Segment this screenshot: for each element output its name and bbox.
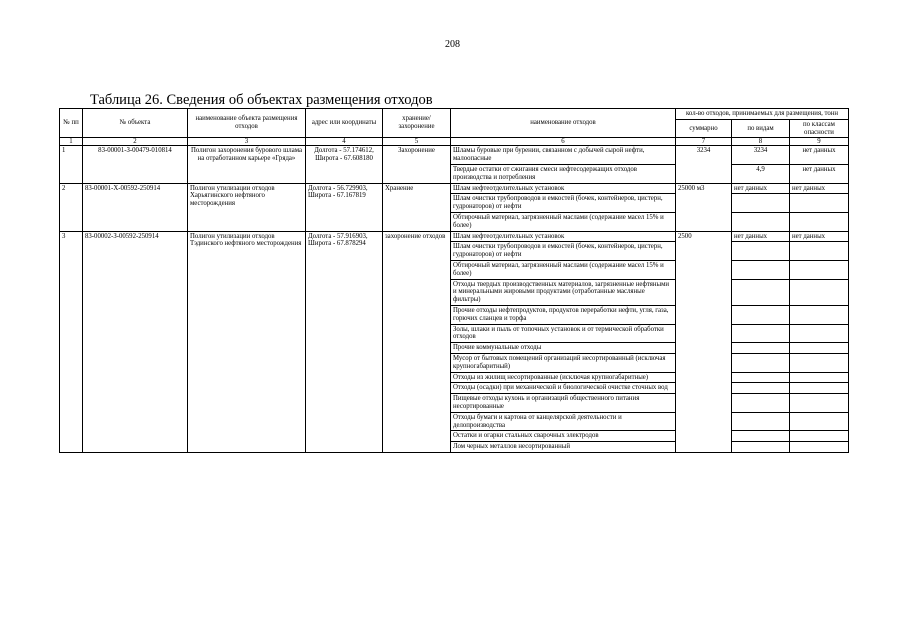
cell-by-class bbox=[790, 324, 849, 343]
cell-by-type: 3234 bbox=[732, 146, 790, 165]
cell-by-type bbox=[732, 194, 790, 213]
waste-table-container bbox=[59, 108, 848, 453]
col-number: 1 bbox=[60, 138, 83, 146]
cell-by-class: нет данных bbox=[790, 231, 849, 242]
cell-waste-name: Отходы (осадки) при механической и биологической очистке сточных вод bbox=[451, 383, 676, 394]
col-number: 4 bbox=[306, 138, 383, 146]
cell-by-type bbox=[732, 260, 790, 279]
cell-by-type bbox=[732, 324, 790, 343]
cell-by-class bbox=[790, 279, 849, 305]
cell-object-number: 83-00001-З-00479-010814 bbox=[83, 146, 188, 183]
cell-by-type bbox=[732, 343, 790, 354]
cell-waste-name: Отходы из жилищ несортированные (исключая крупногабаритные) bbox=[451, 372, 676, 383]
cell-by-class bbox=[790, 431, 849, 442]
cell-by-type: нет данных bbox=[732, 231, 790, 242]
col-number: 6 bbox=[451, 138, 676, 146]
cell-by-type bbox=[732, 305, 790, 324]
cell-by-type bbox=[732, 442, 790, 453]
header-waste-name: наименование отходов bbox=[451, 109, 676, 138]
cell-num: 1 bbox=[60, 146, 83, 183]
cell-by-type bbox=[732, 242, 790, 261]
table-row bbox=[60, 183, 849, 194]
cell-by-class bbox=[790, 394, 849, 413]
cell-total: 2500 bbox=[676, 231, 732, 452]
cell-by-class bbox=[790, 242, 849, 261]
cell-by-class bbox=[790, 442, 849, 453]
header-address: адрес или координаты bbox=[306, 109, 383, 138]
cell-by-type bbox=[732, 353, 790, 372]
cell-by-type bbox=[732, 431, 790, 442]
col-number: 8 bbox=[732, 138, 790, 146]
header-storage: хранение/захоронение bbox=[383, 109, 451, 138]
cell-by-class bbox=[790, 412, 849, 431]
col-number: 9 bbox=[790, 138, 849, 146]
cell-object-name: Полигон захоронения бурового шлама на отработанном карьере «Гряда» bbox=[188, 146, 306, 183]
cell-waste-name: Прочие коммунальные отходы bbox=[451, 343, 676, 354]
cell-by-class bbox=[790, 383, 849, 394]
cell-by-class bbox=[790, 194, 849, 213]
header-object-number: № объекта bbox=[83, 109, 188, 138]
col-number: 2 bbox=[83, 138, 188, 146]
cell-waste-name: Шлам очистки трубопроводов и емкостей (бочек, контейнеров, цистерн, гудронаторов) от нефти bbox=[451, 242, 676, 261]
cell-waste-name: Отходы твердых производственных материалов, загрязненные нефтяными и минеральными жировыми продуктами (отработанные масляные фильтры) bbox=[451, 279, 676, 305]
cell-by-class bbox=[790, 372, 849, 383]
cell-object-number: 83-00001-Х-00592-250914 bbox=[83, 183, 188, 231]
cell-total: 3234 bbox=[676, 146, 732, 183]
cell-by-type bbox=[732, 412, 790, 431]
header-total: суммарно bbox=[676, 119, 732, 138]
cell-by-type bbox=[732, 212, 790, 231]
cell-by-type: нет данных bbox=[732, 183, 790, 194]
header-object-name: наименование объекта размещения отходов bbox=[188, 109, 306, 138]
cell-waste-name: Мусор от бытовых помещений организаций несортированный (исключая крупногабаритный) bbox=[451, 353, 676, 372]
cell-waste-name: Пищевые отходы кухонь и организаций общественного питания несортированные bbox=[451, 394, 676, 413]
cell-address: Долгота - 57.916903, Широта - 67.878294 bbox=[306, 231, 383, 452]
cell-total: 25000 м3 bbox=[676, 183, 732, 231]
cell-address: Долгота - 57.174612, Широта - 67.608180 bbox=[306, 146, 383, 183]
column-number-row bbox=[60, 138, 849, 146]
cell-by-class: нет данных bbox=[790, 183, 849, 194]
cell-by-class bbox=[790, 305, 849, 324]
waste-objects-table bbox=[59, 108, 849, 453]
cell-by-class bbox=[790, 212, 849, 231]
cell-by-type bbox=[732, 372, 790, 383]
cell-waste-name: Шлам нефтеотделительных установок bbox=[451, 231, 676, 242]
col-number: 5 bbox=[383, 138, 451, 146]
col-number: 7 bbox=[676, 138, 732, 146]
cell-object-name: Полигон утилизации отходов Тэдинского нефтяного месторождения bbox=[188, 231, 306, 452]
cell-storage: Захоронение bbox=[383, 146, 451, 183]
table-row bbox=[60, 231, 849, 242]
cell-by-class bbox=[790, 353, 849, 372]
cell-waste-name: Шлам очистки трубопроводов и емкостей (бочек, контейнеров, цистерн, гудронаторов) от нефти bbox=[451, 194, 676, 213]
cell-num: 2 bbox=[60, 183, 83, 231]
cell-by-type bbox=[732, 394, 790, 413]
cell-by-type bbox=[732, 279, 790, 305]
cell-num: 3 bbox=[60, 231, 83, 452]
cell-by-class: нет данных bbox=[790, 146, 849, 165]
cell-waste-name: Обтирочный материал, загрязненный маслами (содержание масел 15% и более) bbox=[451, 212, 676, 231]
cell-waste-name: Золы, шлаки и пыль от топочных установок и от термической обработки отходов bbox=[451, 324, 676, 343]
cell-object-name: Полигон утилизации отходов Харьягинского нефтяного месторождения bbox=[188, 183, 306, 231]
cell-storage: захоронение отходов bbox=[383, 231, 451, 452]
cell-storage: Хранение bbox=[383, 183, 451, 231]
header-num: № пп bbox=[60, 109, 83, 138]
header-quantity-group: кол-во отходов, принимаемых для размещения, тонн bbox=[676, 109, 849, 120]
cell-address: Долгота - 56.729903, Широта - 67.167819 bbox=[306, 183, 383, 231]
col-number: 3 bbox=[188, 138, 306, 146]
table-body bbox=[60, 146, 849, 453]
table-row bbox=[60, 146, 849, 165]
cell-waste-name: Лом черных металлов несортированный bbox=[451, 442, 676, 453]
cell-object-number: 83-00002-З-00592-250914 bbox=[83, 231, 188, 452]
cell-waste-name: Отходы бумаги и картона от канцелярской деятельности и делопроизводства bbox=[451, 412, 676, 431]
header-by-class: по классам опасности bbox=[790, 119, 849, 138]
cell-by-class bbox=[790, 260, 849, 279]
cell-by-class: нет данных bbox=[790, 164, 849, 183]
table-title: Таблица 26. Сведения об объектах размещения отходов bbox=[90, 92, 433, 108]
cell-waste-name: Прочие отходы нефтепродуктов, продуктов переработки нефти, угля, газа, горючих сланцев и торфа bbox=[451, 305, 676, 324]
cell-waste-name: Шлам нефтеотделительных установок bbox=[451, 183, 676, 194]
cell-waste-name: Твердые остатки от сжигания смеси нефтесодержащих отходов производства и потребления bbox=[451, 164, 676, 183]
cell-by-type bbox=[732, 383, 790, 394]
cell-by-class bbox=[790, 343, 849, 354]
header-by-type: по видам bbox=[732, 119, 790, 138]
cell-waste-name: Шламы буровые при бурении, связанном с добычей сырой нефти, малоопасные bbox=[451, 146, 676, 165]
cell-waste-name: Обтирочный материал, загрязненный маслами (содержание масел 15% и более) bbox=[451, 260, 676, 279]
cell-waste-name: Остатки и огарки стальных сварочных электродов bbox=[451, 431, 676, 442]
page-number: 208 bbox=[445, 39, 460, 50]
cell-by-type: 4,9 bbox=[732, 164, 790, 183]
table-header bbox=[60, 109, 849, 146]
